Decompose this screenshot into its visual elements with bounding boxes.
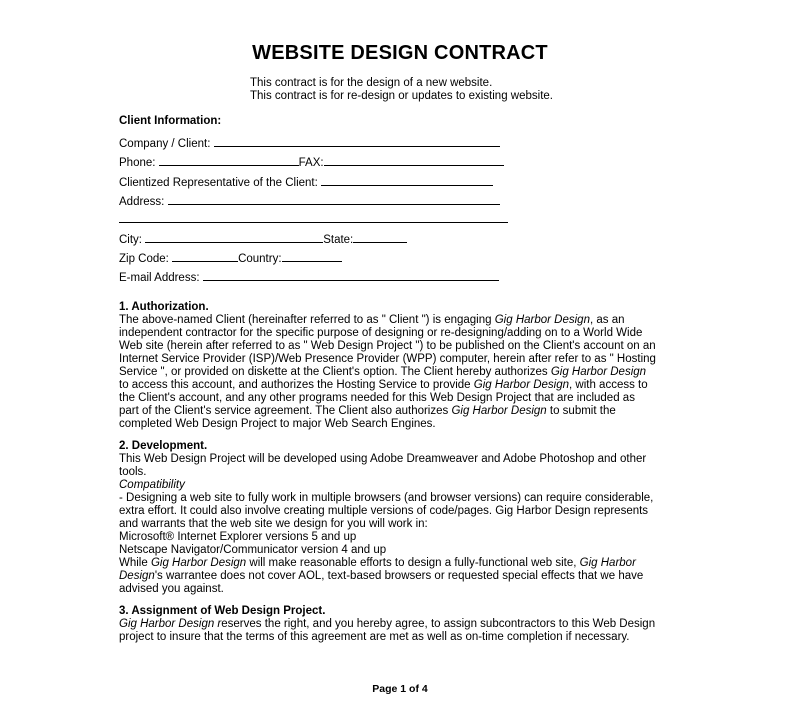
dev-line: advised you against. <box>119 583 224 595</box>
client-info-heading: Client Information: <box>119 115 222 127</box>
zip-label: Zip Code: <box>119 253 169 265</box>
company-field[interactable] <box>214 135 500 147</box>
address-label: Address: <box>119 196 165 208</box>
dev-line: tools. <box>119 466 147 478</box>
city-label: City: <box>119 234 142 246</box>
authorization-section <box>119 301 689 431</box>
address-field[interactable] <box>168 193 500 205</box>
auth-line: Internet Service Provider (ISP)/Web Presence Provider (WPP) computer, herein after refer to as " Hosting <box>119 353 656 365</box>
assign-line: project to insure that the terms of this agreement are met as well as on-time completion if necessary. <box>119 631 630 643</box>
page-number: Page 1 of 4 <box>372 683 428 695</box>
country-label: Country: <box>238 253 282 265</box>
address-line-2[interactable] <box>119 222 508 223</box>
auth-line: Web site (herein after referred to as " Web Design Project ") to be published on the Client's account on an <box>119 340 656 352</box>
representative-row <box>119 174 493 189</box>
auth-line: Service ", or provided on diskette at the Client's option. The Client hereby authorizes Gig Harbor Design <box>119 366 647 378</box>
city-row <box>119 231 407 246</box>
assign-line: Gig Harbor Design reserves the right, and you hereby agree, to assign subcontractors to this Web Design <box>119 618 656 630</box>
authorization-heading: 1. Authorization. <box>119 301 209 313</box>
document-title: WEBSITE DESIGN CONTRACT <box>252 42 548 64</box>
phone-field[interactable] <box>159 154 299 166</box>
address-row <box>119 193 500 208</box>
city-field[interactable] <box>145 231 323 243</box>
dev-line: and warrants that the web site we design for you will work in: <box>119 518 428 530</box>
email-row <box>119 269 499 284</box>
zip-field[interactable] <box>172 250 238 262</box>
compatibility-subheading: Compatibility <box>119 479 185 491</box>
dev-line: While Gig Harbor Design will make reasonable efforts to design a fully-functional web site, Gig Harbor <box>119 557 636 569</box>
assignment-section <box>119 605 689 644</box>
company-row <box>119 135 500 150</box>
representative-field[interactable] <box>321 174 493 186</box>
dev-line: Design's warrantee does not cover AOL, text-based browsers or requested special effects that we have <box>119 570 644 582</box>
phone-label: Phone: <box>119 157 156 169</box>
company-label: Company / Client: <box>119 138 211 150</box>
auth-line: part of the Client's service agreement. The Client also authorizes Gig Harbor Design to submit the <box>119 405 616 417</box>
option-redesign: This contract is for re-design or updates to existing website. <box>250 90 553 102</box>
phone-row <box>119 154 504 169</box>
dev-line: This Web Design Project will be developed using Adobe Dreamweaver and Adobe Photoshop and other <box>119 453 647 465</box>
country-field[interactable] <box>282 250 342 262</box>
state-field[interactable] <box>353 231 407 243</box>
dev-line: Microsoft® Internet Explorer versions 5 and up <box>119 531 357 543</box>
auth-line: The above-named Client (hereinafter referred to as " Client ") is engaging Gig Harbor Design, as an <box>119 314 625 326</box>
dev-line: - Designing a web site to fully work in multiple browsers (and browser versions) can require considerable, <box>119 492 654 504</box>
auth-line: to access this account, and authorizes the Hosting Service to provide Gig Harbor Design, with access to <box>119 379 648 391</box>
dev-line: extra effort. It could also involve creating multiple versions of code/pages. Gig Harbor Design represents <box>119 505 649 517</box>
dev-line: Netscape Navigator/Communicator version 4 and up <box>119 544 387 556</box>
representative-label: Clientized Representative of the Client: <box>119 177 318 189</box>
email-label: E-mail Address: <box>119 272 200 284</box>
assignment-heading: 3. Assignment of Web Design Project. <box>119 605 326 617</box>
email-field[interactable] <box>203 269 499 281</box>
state-label: State: <box>323 234 354 246</box>
auth-line: the Client's account, and any other programs needed for this Web Design Project that are included as <box>119 392 635 404</box>
development-section <box>119 440 689 596</box>
fax-label: FAX: <box>298 157 324 169</box>
fax-field[interactable] <box>324 154 504 166</box>
auth-line: independent contractor for the specific purpose of designing or re-designing/adding on to a World Wide <box>119 327 643 339</box>
zip-row <box>119 250 342 265</box>
option-new-website: This contract is for the design of a new website. <box>250 77 493 89</box>
auth-line: completed Web Design Project to major Web Search Engines. <box>119 418 436 430</box>
development-heading: 2. Development. <box>119 440 208 452</box>
